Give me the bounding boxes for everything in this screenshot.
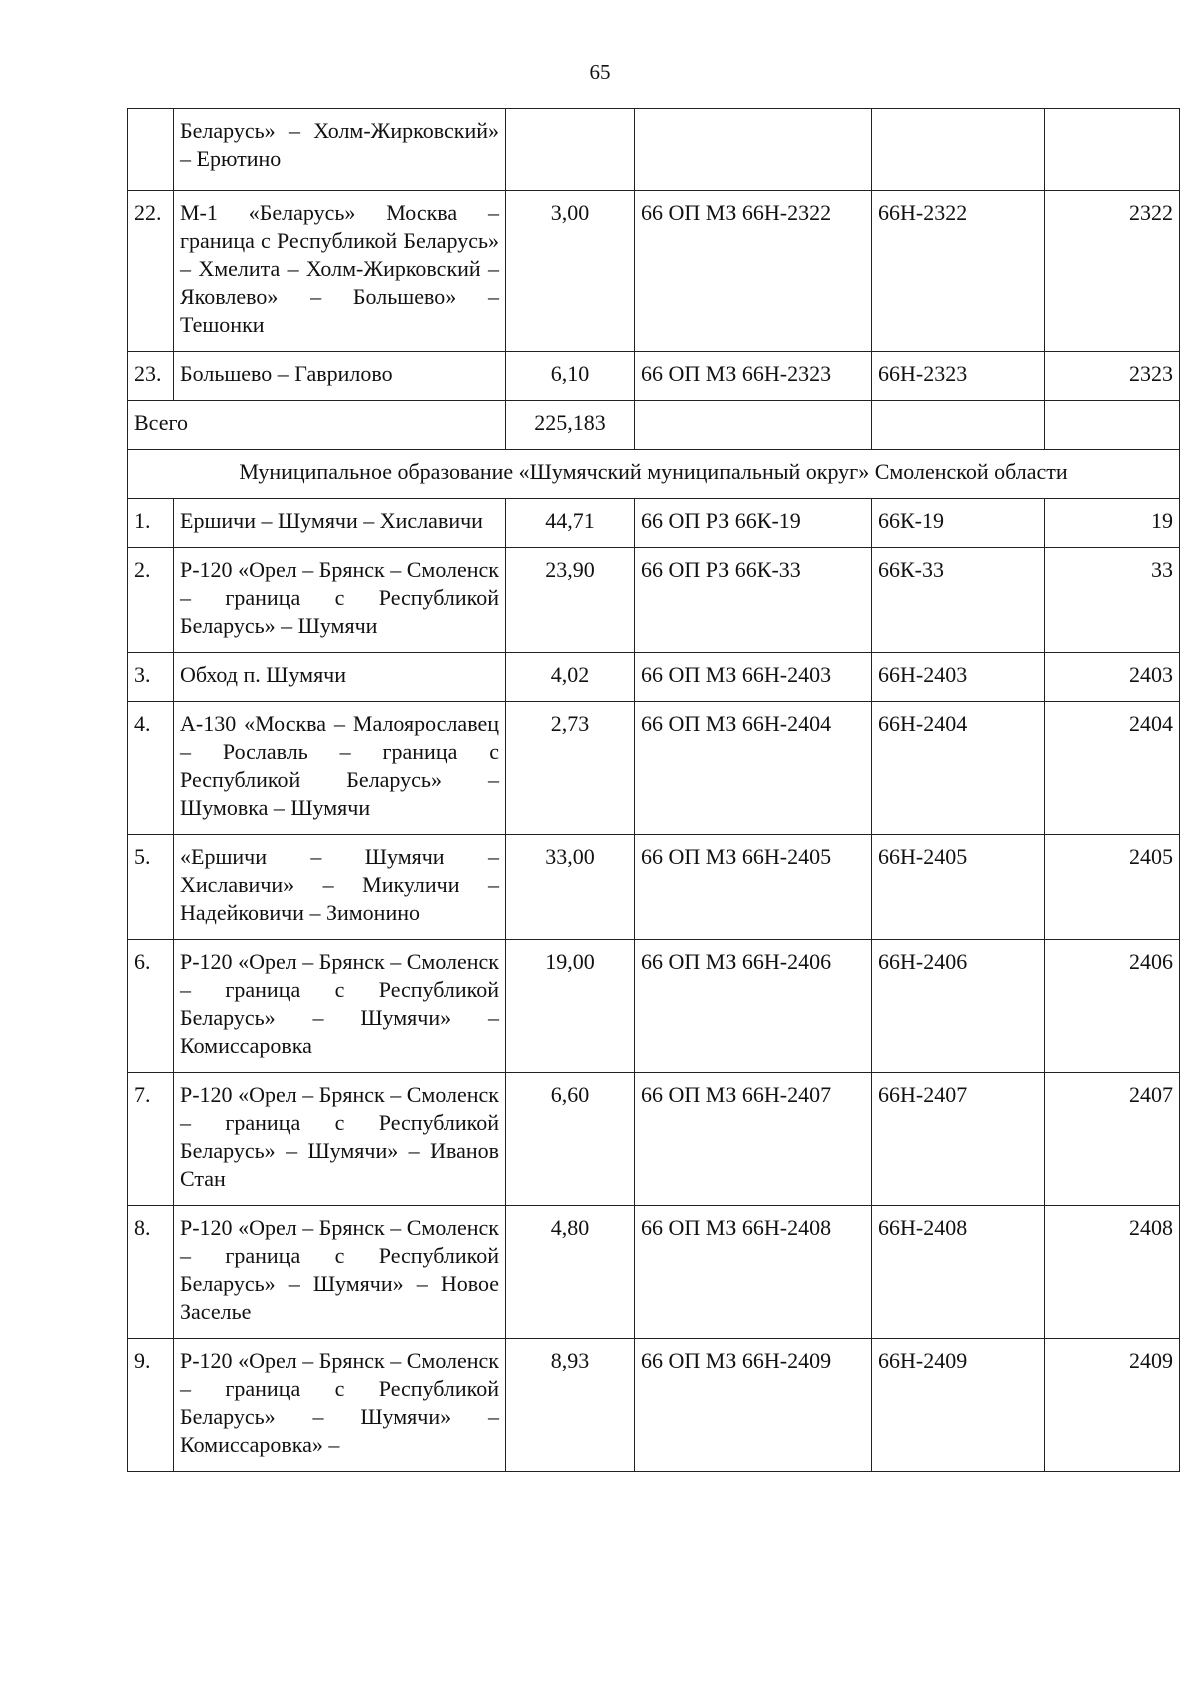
road-name: Р-120 «Орел – Брянск – Смоленск – граница с Республикой Беларусь» – Шумячи» – Комиссаровка» – (174, 1339, 506, 1472)
row-number: 6. (128, 940, 174, 1073)
table-row (128, 702, 1180, 835)
road-name: А-130 «Москва – Малоярославец – Рославль – граница с Республикой Беларусь» – Шумовка – Шумячи (174, 702, 506, 835)
road-id: 66 ОП МЗ 66Н-2405 (635, 835, 872, 940)
road-code: 66Н-2323 (872, 352, 1045, 401)
road-name: М-1 «Беларусь» Москва – граница с Республикой Беларусь» – Хмелита – Холм-Жирковский – Яковлево» – Большево» – Тешонки (174, 191, 506, 352)
road-short-code: 2404 (1045, 702, 1180, 835)
road-id: 66 ОП МЗ 66Н-2408 (635, 1206, 872, 1339)
road-short-code: 19 (1045, 499, 1180, 548)
row-number (128, 109, 174, 191)
row-number: 4. (128, 702, 174, 835)
row-number: 3. (128, 653, 174, 702)
road-name: Р-120 «Орел – Брянск – Смоленск – граница с Республикой Беларусь» – Шумячи» – Комиссаровка (174, 940, 506, 1073)
road-length: 33,00 (506, 835, 635, 940)
road-short-code (1045, 109, 1180, 191)
row-number: 23. (128, 352, 174, 401)
road-code: 66К-33 (872, 548, 1045, 653)
road-code: 66Н-2406 (872, 940, 1045, 1073)
row-number: 8. (128, 1206, 174, 1339)
road-code: 66Н-2403 (872, 653, 1045, 702)
road-short-code: 2403 (1045, 653, 1180, 702)
road-name: Большево – Гаврилово (174, 352, 506, 401)
road-id: 66 ОП МЗ 66Н-2409 (635, 1339, 872, 1472)
road-name: Р-120 «Орел – Брянск – Смоленск – граница с Республикой Беларусь» – Шумячи (174, 548, 506, 653)
section-title: Муниципальное образование «Шумячский муниципальный округ» Смоленской области (128, 450, 1180, 499)
total-label: Всего (128, 401, 506, 450)
total-row (128, 401, 1180, 450)
road-name: Ершичи – Шумячи – Хиславичи (174, 499, 506, 548)
total-value: 225,183 (506, 401, 635, 450)
road-length (506, 109, 635, 191)
road-length: 6,60 (506, 1073, 635, 1206)
empty-cell (635, 401, 872, 450)
road-length: 4,80 (506, 1206, 635, 1339)
empty-cell (872, 401, 1045, 450)
road-short-code: 2406 (1045, 940, 1180, 1073)
table-row (128, 1339, 1180, 1472)
road-id: 66 ОП МЗ 66Н-2404 (635, 702, 872, 835)
road-code: 66Н-2404 (872, 702, 1045, 835)
road-code: 66Н-2409 (872, 1339, 1045, 1472)
road-name: «Ершичи – Шумячи – Хиславичи» – Микуличи – Надейковичи – Зимонино (174, 835, 506, 940)
road-length: 3,00 (506, 191, 635, 352)
road-short-code: 2407 (1045, 1073, 1180, 1206)
road-name: Обход п. Шумячи (174, 653, 506, 702)
road-name: Р-120 «Орел – Брянск – Смоленск – граница с Республикой Беларусь» – Шумячи» – Новое Заселье (174, 1206, 506, 1339)
road-code (872, 109, 1045, 191)
table-row (128, 352, 1180, 401)
road-short-code: 2409 (1045, 1339, 1180, 1472)
row-number: 1. (128, 499, 174, 548)
empty-cell (1045, 401, 1180, 450)
road-code: 66Н-2405 (872, 835, 1045, 940)
table-row (128, 191, 1180, 352)
roads-table (127, 108, 1180, 1472)
road-code: 66Н-2407 (872, 1073, 1045, 1206)
road-name: Беларусь» – Холм-Жирковский» – Ерютино (174, 109, 506, 191)
table-row (128, 548, 1180, 653)
page-number: 65 (589, 60, 611, 84)
row-number: 9. (128, 1339, 174, 1472)
road-id: 66 ОП РЗ 66К-33 (635, 548, 872, 653)
table-row (128, 1073, 1180, 1206)
road-id: 66 ОП МЗ 66Н-2403 (635, 653, 872, 702)
road-length: 23,90 (506, 548, 635, 653)
road-short-code: 2322 (1045, 191, 1180, 352)
road-id: 66 ОП МЗ 66Н-2323 (635, 352, 872, 401)
road-length: 8,93 (506, 1339, 635, 1472)
road-short-code: 33 (1045, 548, 1180, 653)
row-number: 2. (128, 548, 174, 653)
road-id: 66 ОП РЗ 66К-19 (635, 499, 872, 548)
road-short-code: 2323 (1045, 352, 1180, 401)
road-length: 6,10 (506, 352, 635, 401)
road-name: Р-120 «Орел – Брянск – Смоленск – граница с Республикой Беларусь» – Шумячи» – Иванов Стан (174, 1073, 506, 1206)
road-short-code: 2408 (1045, 1206, 1180, 1339)
road-short-code: 2405 (1045, 835, 1180, 940)
row-number: 7. (128, 1073, 174, 1206)
table-row (128, 835, 1180, 940)
road-length: 44,71 (506, 499, 635, 548)
road-id: 66 ОП МЗ 66Н-2406 (635, 940, 872, 1073)
road-length: 2,73 (506, 702, 635, 835)
road-length: 19,00 (506, 940, 635, 1073)
table-row (128, 499, 1180, 548)
road-id: 66 ОП МЗ 66Н-2322 (635, 191, 872, 352)
road-code: 66Н-2322 (872, 191, 1045, 352)
table-row (128, 653, 1180, 702)
road-id (635, 109, 872, 191)
section-row (128, 450, 1180, 499)
table-row (128, 109, 1180, 191)
table-row (128, 1206, 1180, 1339)
row-number: 22. (128, 191, 174, 352)
row-number: 5. (128, 835, 174, 940)
road-length: 4,02 (506, 653, 635, 702)
road-id: 66 ОП МЗ 66Н-2407 (635, 1073, 872, 1206)
road-code: 66Н-2408 (872, 1206, 1045, 1339)
table-row (128, 940, 1180, 1073)
road-code: 66К-19 (872, 499, 1045, 548)
